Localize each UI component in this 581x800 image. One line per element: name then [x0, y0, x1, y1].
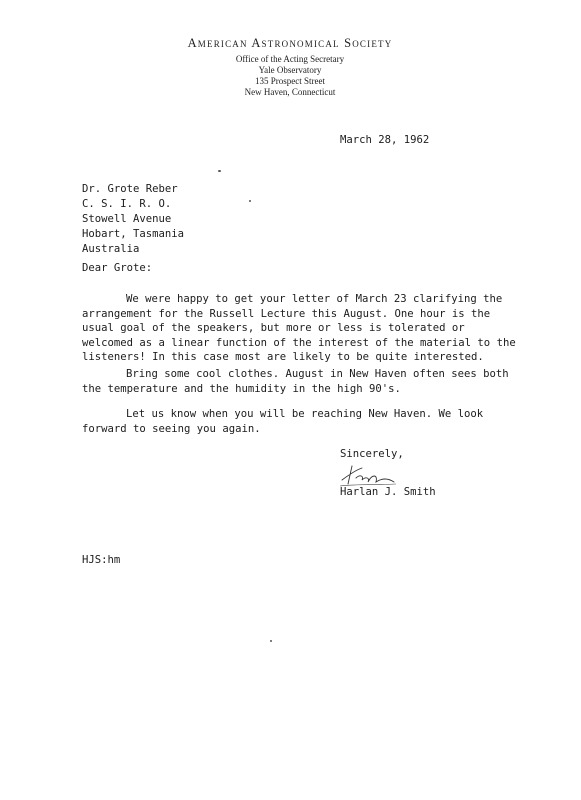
recipient-organization: C. S. I. R. O.: [82, 198, 172, 210]
scan-speck: [270, 640, 272, 642]
recipient-address: [82, 182, 184, 257]
body-paragraph-2: Bring some cool clothes. August in New Haven often sees both the temperature and the humidity in the high 90's.: [82, 368, 509, 395]
letter-date: March 28, 1962: [340, 134, 430, 146]
scan-speck: [249, 200, 251, 202]
body-paragraph-3: Let us know when you will be reaching New Haven. We look forward to seeing you again.: [82, 408, 484, 435]
letterhead-observatory: Yale Observatory: [258, 65, 322, 75]
recipient-name: Dr. Grote Reber: [82, 183, 178, 195]
letterhead-street: 135 Prospect Street: [255, 76, 325, 86]
letterhead: [160, 36, 420, 98]
recipient-city: Hobart, Tasmania: [82, 228, 185, 240]
signer-name: Harlan J. Smith: [340, 486, 436, 498]
salutation: Dear Grote:: [82, 262, 153, 274]
scan-speck: [218, 170, 221, 172]
letterhead-city: New Haven, Connecticut: [244, 87, 336, 97]
body-paragraph-1: We were happy to get your letter of March 23 clarifying the arrangement for the Russell Lecture this August. One hour is the usual goal of the speakers, but more or less is tolerated or welcomed as a linear function of the interest of the material to the listeners! In this case most are likely to be quite interested.: [82, 293, 516, 363]
recipient-country: Australia: [82, 243, 140, 255]
letterhead-organization: American Astronomical Society: [187, 36, 393, 50]
recipient-street: Stowell Avenue: [82, 213, 172, 225]
letterhead-office: Office of the Acting Secretary: [235, 54, 345, 64]
closing: Sincerely,: [340, 448, 404, 460]
typist-initials: HJS:hm: [82, 554, 121, 566]
